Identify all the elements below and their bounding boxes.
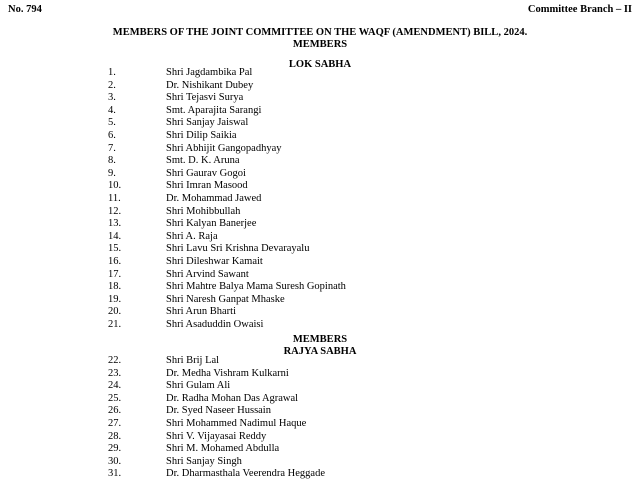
member-row — [0, 405, 640, 418]
member-row — [0, 418, 640, 431]
member-row — [0, 218, 640, 231]
member-row — [0, 269, 640, 282]
member-row — [0, 168, 640, 181]
lok-sabha-heading: LOK SABHA — [288, 59, 352, 70]
member-name: Smt. D. K. Aruna — [166, 155, 240, 167]
member-number: 19. — [108, 293, 122, 305]
member-number: 15. — [108, 243, 122, 255]
member-name: Dr. Nishikant Dubey — [166, 79, 254, 91]
member-number: 21. — [108, 318, 122, 330]
member-name: Shri Gulam Ali — [166, 380, 231, 392]
title-line-2: MEMBERS — [292, 39, 348, 50]
document-number: No. 794 — [8, 4, 42, 15]
member-name: Shri Mohibbullah — [166, 205, 241, 217]
member-row — [0, 105, 640, 118]
member-name: Dr. Medha Vishram Kulkarni — [166, 367, 289, 379]
member-row — [0, 243, 640, 256]
member-number: 5. — [108, 117, 116, 129]
member-name: Dr. Syed Naseer Hussain — [166, 405, 271, 417]
member-row — [0, 368, 640, 381]
member-name: Shri Asaduddin Owaisi — [166, 318, 264, 330]
member-number: 13. — [108, 218, 122, 230]
member-row — [0, 92, 640, 105]
member-row — [0, 206, 640, 219]
member-number: 23. — [108, 367, 122, 379]
lok-sabha-member-list — [0, 67, 640, 331]
member-name: Shri Sanjay Singh — [166, 455, 242, 467]
member-row — [0, 319, 640, 332]
member-row — [0, 468, 640, 481]
member-number: 25. — [108, 392, 122, 404]
member-number: 26. — [108, 405, 122, 417]
member-row — [0, 80, 640, 93]
member-name: Shri Imran Masood — [166, 180, 248, 192]
member-number: 29. — [108, 443, 122, 455]
member-name: Dr. Dharmasthala Veerendra Heggade — [166, 468, 325, 480]
member-number: 22. — [108, 355, 122, 366]
member-row — [0, 143, 640, 156]
member-name: Shri Naresh Ganpat Mhaske — [166, 293, 285, 305]
member-row — [0, 256, 640, 269]
member-row — [0, 281, 640, 294]
member-row — [0, 67, 640, 80]
member-row — [0, 193, 640, 206]
member-number: 18. — [108, 281, 122, 293]
member-number: 9. — [108, 167, 116, 179]
rajya-sabha-member-list — [0, 355, 640, 481]
member-name: Shri Arun Bharti — [166, 306, 236, 318]
member-row — [0, 431, 640, 444]
member-number: 10. — [108, 180, 122, 192]
member-row — [0, 443, 640, 456]
member-number: 8. — [108, 155, 116, 167]
member-row — [0, 155, 640, 168]
member-name: Shri M. Mohamed Abdulla — [166, 443, 280, 455]
member-name: Smt. Aparajita Sarangi — [166, 104, 262, 116]
member-number: 3. — [108, 92, 116, 104]
members-subheading: MEMBERS — [292, 334, 348, 345]
member-number: 24. — [108, 380, 122, 392]
member-row — [0, 306, 640, 319]
branch-label: Committee Branch – II — [527, 4, 632, 15]
member-name: Shri Tejasvi Surya — [166, 92, 244, 104]
member-number: 6. — [108, 129, 116, 141]
member-name: Shri Dileshwar Kamait — [166, 255, 263, 267]
member-row — [0, 355, 640, 368]
member-row — [0, 380, 640, 393]
member-row — [0, 456, 640, 469]
member-row — [0, 294, 640, 307]
member-row — [0, 130, 640, 143]
member-name: Shri Mohammed Nadimul Haque — [166, 417, 307, 429]
member-name: Shri V. Vijayasai Reddy — [166, 430, 267, 442]
rajya-sabha-subheading: RAJYA SABHA — [283, 346, 357, 357]
member-row — [0, 180, 640, 193]
member-number: 16. — [108, 255, 122, 267]
member-name: Shri Arvind Sawant — [166, 268, 249, 280]
member-name: Shri Dilip Saikia — [166, 129, 237, 141]
member-number: 28. — [108, 430, 122, 442]
member-number: 2. — [108, 79, 116, 91]
document-title — [0, 27, 640, 51]
member-name: Shri Gaurav Gogoi — [166, 167, 246, 179]
member-row — [0, 393, 640, 406]
member-number: 4. — [108, 104, 116, 116]
member-number: 14. — [108, 230, 122, 242]
member-number: 30. — [108, 455, 122, 467]
member-name: Shri Lavu Sri Krishna Devarayalu — [166, 243, 310, 255]
member-number: 20. — [108, 306, 122, 318]
member-name: Dr. Mohammad Jawed — [166, 192, 262, 204]
member-number: 27. — [108, 417, 122, 429]
member-name: Shri Brij Lal — [166, 355, 220, 366]
member-name: Shri Abhijit Gangopadhyay — [166, 142, 282, 154]
member-number: 12. — [108, 205, 122, 217]
member-name: Shri Kalyan Banerjee — [166, 218, 257, 230]
member-number: 7. — [108, 142, 116, 154]
member-row — [0, 117, 640, 130]
title-line-1: MEMBERS OF THE JOINT COMMITTEE ON THE WAQF (AMENDMENT) BILL, 2024. — [112, 27, 528, 38]
member-name: Dr. Radha Mohan Das Agrawal — [166, 392, 299, 404]
member-number: 11. — [108, 192, 121, 204]
member-name: Shri Sanjay Jaiswal — [166, 117, 249, 129]
member-name: Shri A. Raja — [166, 230, 218, 242]
member-name: Shri Jagdambika Pal — [166, 67, 253, 78]
member-name: Shri Mahtre Balya Mama Suresh Gopinath — [166, 281, 346, 293]
member-number: 17. — [108, 268, 122, 280]
member-row — [0, 231, 640, 244]
member-number: 31. — [108, 468, 122, 480]
page-header — [8, 4, 632, 18]
member-number: 1. — [108, 67, 116, 78]
